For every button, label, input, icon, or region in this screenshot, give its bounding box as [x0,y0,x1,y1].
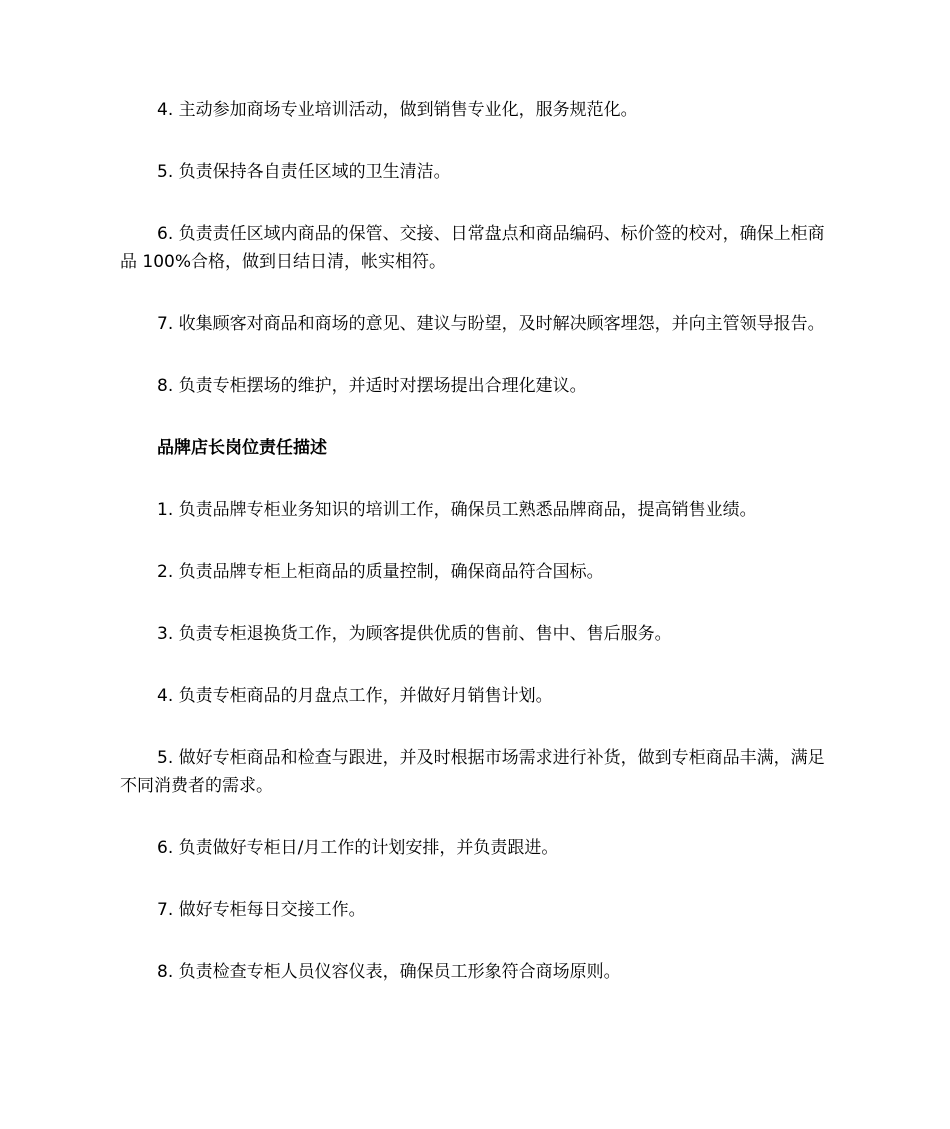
paragraph-item-7: 7. 收集顾客对商品和商场的意见、建议与盼望，及时解决顾客埋怨，并向主管领导报告。 [157,314,825,334]
duty-item-7: 7. 做好专柜每日交接工作。 [157,900,366,920]
duty-item-1: 1. 负责品牌专柜业务知识的培训工作，确保员工熟悉品牌商品，提高销售业绩。 [157,500,757,520]
duty-item-5: 5. 做好专柜商品和检查与跟进，并及时根据市场需求进行补货，做到专柜商品丰满，满足不同消费者的需求。 [120,748,825,796]
paragraph-item-4: 4. 主动参加商场专业培训活动，做到销售专业化，服务规范化。 [157,100,638,120]
duty-item-8: 8. 负责检查专柜人员仪容仪表，确保员工形象符合商场原则。 [157,962,621,982]
duty-item-2: 2. 负责品牌专柜上柜商品的质量控制，确保商品符合国标。 [157,562,604,582]
paragraph-item-8: 8. 负责专柜摆场的维护，并适时对摆场提出合理化建议。 [157,376,587,396]
paragraph-item-6: 6. 负责责任区域内商品的保管、交接、日常盘点和商品编码、标价签的校对，确保上柜商品 100%合格，做到日结日清，帐实相符。 [120,224,825,272]
duty-item-3: 3. 负责专柜退换货工作，为顾客提供优质的售前、售中、售后服务。 [157,624,672,644]
duty-item-6: 6. 负责做好专柜日/月工作的计划安排，并负责跟进。 [157,838,559,858]
duty-item-4: 4. 负责专柜商品的月盘点工作，并做好月销售计划。 [157,686,553,706]
paragraph-item-5: 5. 负责保持各自责任区域的卫生清洁。 [157,162,451,182]
document-content [120,96,832,986]
section-heading: 品牌店长岗位责任描述 [157,438,327,458]
